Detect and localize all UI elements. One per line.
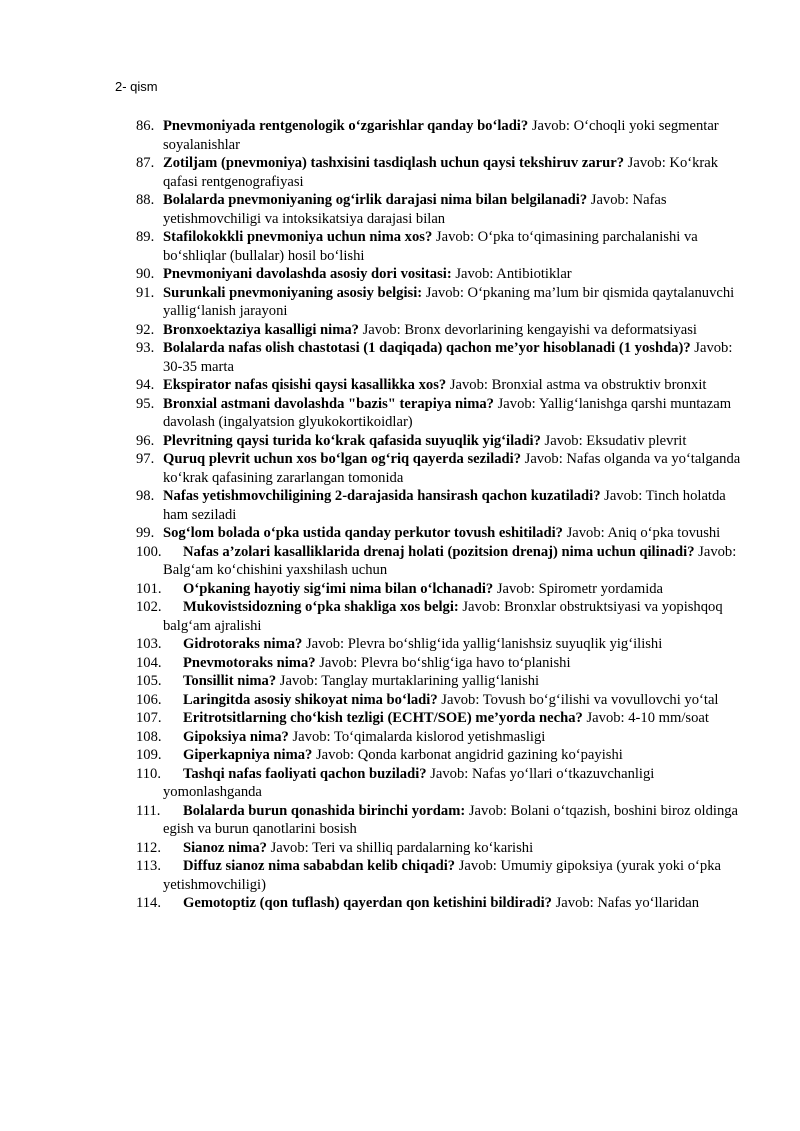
- item-number: 103.: [136, 636, 162, 652]
- item-number: 92.: [136, 321, 155, 338]
- answer-text: Javob: Bronx devorlarining kengayishi va deformatsiyasi: [358, 321, 697, 338]
- answer-text: Javob: O‘pkaning ma’lum bir qismida qaytalanuvchi yallig‘lanish jarayoni: [163, 284, 735, 319]
- answer-text: Javob: Nafas yo‘llari o‘tkazuvchanligi yomonlashganda: [163, 765, 655, 800]
- question-text: Gipoksiya nima?: [183, 728, 289, 745]
- item-number: 109.: [136, 747, 162, 763]
- list-item: [136, 376, 746, 395]
- question-text: Quruq plevrit uchun xos bo‘lgan og‘riq qayerda seziladi?: [163, 451, 521, 467]
- question-text: Tashqi nafas faoliyati qachon buziladi?: [183, 765, 427, 782]
- question-list: [136, 117, 746, 913]
- item-number: 102.: [136, 599, 162, 615]
- list-item: [136, 672, 746, 691]
- question-text: Zotiljam (pnevmoniya) tashxisini tasdiqlash uchun qaysi tekshiruv zarur?: [163, 155, 625, 171]
- list-item: [136, 543, 746, 580]
- list-item: [136, 635, 746, 654]
- answer-text: Javob: Nafas yetishmovchiligi va intoksikatsiya darajasi bilan: [163, 192, 667, 227]
- answer-text: Javob: To‘qimalarda kislorod yetishmasligi: [288, 728, 546, 745]
- answer-text: Javob: Tinch holatda ham seziladi: [163, 488, 726, 523]
- answer-text: Javob: Nafas yo‘llaridan: [551, 895, 700, 911]
- list-item: [136, 580, 746, 599]
- item-number: 105.: [136, 673, 162, 689]
- answer-text: Javob: Antibiotiklar: [451, 266, 572, 282]
- item-number: 93.: [136, 340, 155, 356]
- list-item: [136, 709, 746, 728]
- item-number: 110.: [136, 765, 161, 782]
- item-number: 112.: [136, 839, 161, 856]
- list-item: [136, 598, 746, 635]
- list-item: [136, 154, 746, 191]
- section-label: 2- qism: [115, 79, 158, 94]
- list-item: [136, 691, 746, 710]
- list-item: [136, 117, 746, 154]
- question-text: Pnevmotoraks nima?: [183, 654, 316, 671]
- list-item: [136, 191, 746, 228]
- answer-text: Javob: Yallig‘lanishga qarshi muntazam davolash (ingalyatsion glyukokortikoidlar): [163, 395, 732, 430]
- item-number: 89.: [136, 229, 155, 245]
- item-number: 88.: [136, 192, 155, 208]
- list-item: [136, 654, 746, 673]
- question-text: Bronxoektaziya kasalligi nima?: [163, 321, 359, 338]
- question-text: Laringitda asosiy shikoyat nima bo‘ladi?: [183, 691, 438, 708]
- question-text: Sog‘lom bolada o‘pka ustida qanday perkutor tovush eshitiladi?: [163, 525, 563, 541]
- question-text: Plevritning qaysi turida ko‘krak qafasida suyuqlik yig‘iladi?: [163, 432, 541, 449]
- list-item: [136, 339, 746, 376]
- list-item: [136, 802, 746, 839]
- item-number: 106.: [136, 691, 162, 708]
- question-text: Nafas yetishmovchiligining 2-darajasida hansirash qachon kuzatiladi?: [163, 488, 601, 504]
- answer-text: Javob: 30-35 marta: [163, 340, 733, 375]
- question-text: Diffuz sianoz nima sababdan kelib chiqadi?: [183, 858, 456, 874]
- item-number: 107.: [136, 710, 162, 726]
- list-item: [136, 857, 746, 894]
- list-item: [136, 395, 746, 432]
- question-text: Stafilokokkli pnevmoniya uchun nima xos?: [163, 229, 433, 245]
- answer-text: Javob: O‘choqli yoki segmentar soyalanishlar: [163, 118, 719, 153]
- answer-text: Javob: Aniq o‘pka tovushi: [562, 525, 721, 541]
- item-number: 100.: [136, 543, 162, 560]
- answer-text: Javob: O‘pka to‘qimasining parchalanishi va bo‘shliqlar (bullalar) hosil bo‘lishi: [163, 229, 698, 264]
- answer-text: Javob: Plevra bo‘shlig‘ida yallig‘lanishsiz suyuqlik yig‘ilishi: [302, 636, 663, 652]
- answer-text: Javob: Spirometr yordamida: [493, 580, 664, 597]
- question-text: O‘pkaning hayotiy sig‘imi nima bilan o‘lchanadi?: [183, 580, 494, 597]
- item-number: 90.: [136, 266, 155, 282]
- answer-text: Javob: Umumiy gipoksiya (yurak yoki o‘pka yetishmovchiligi): [163, 858, 721, 893]
- answer-text: Javob: Bronxial astma va obstruktiv bronxit: [446, 377, 707, 393]
- item-number: 101.: [136, 580, 162, 597]
- question-text: Ekspirator nafas qisishi qaysi kasallikka xos?: [163, 377, 447, 393]
- list-item: [136, 321, 746, 340]
- question-text: Surunkali pnevmoniyaning asosiy belgisi:: [163, 284, 423, 301]
- question-text: Sianoz nima?: [183, 839, 267, 856]
- list-item: [136, 839, 746, 858]
- item-number: 87.: [136, 155, 155, 171]
- answer-text: Javob: 4-10 mm/soat: [582, 710, 709, 726]
- list-item: [136, 765, 746, 802]
- item-number: 98.: [136, 488, 155, 504]
- item-number: 94.: [136, 377, 155, 393]
- answer-text: Javob: Eksudativ plevrit: [540, 432, 687, 449]
- answer-text: Javob: Tovush bo‘g‘ilishi va vovullovchi yo‘tal: [437, 691, 719, 708]
- answer-text: Javob: Plevra bo‘shlig‘iga havo to‘planishi: [315, 654, 571, 671]
- answer-text: Javob: Teri va shilliq pardalarning ko‘karishi: [266, 839, 534, 856]
- answer-text: Javob: Ko‘krak qafasi rentgenografiyasi: [163, 155, 719, 190]
- item-number: 104.: [136, 654, 162, 671]
- answer-text: Javob: Tanglay murtaklarining yallig‘lanishi: [276, 673, 540, 689]
- list-item: [136, 450, 746, 487]
- answer-text: Javob: Balg‘am ko‘chishini yaxshilash uchun: [163, 543, 737, 578]
- item-number: 96.: [136, 432, 155, 449]
- item-number: 111.: [136, 802, 161, 819]
- answer-text: Javob: Bolani o‘tqazish, boshini biroz oldinga egish va burun qanotlarini bosish: [163, 802, 739, 837]
- list-item: [136, 228, 746, 265]
- list-item: [136, 746, 746, 765]
- list-item: [136, 487, 746, 524]
- question-text: Bolalarda burun qonashida birinchi yordam:: [183, 802, 466, 819]
- question-text: Pnevmoniyada rentgenologik o‘zgarishlar qanday bo‘ladi?: [163, 118, 529, 134]
- item-number: 97.: [136, 451, 155, 467]
- answer-text: Javob: Qonda karbonat angidrid gazining ko‘payishi: [312, 747, 623, 763]
- list-item: [136, 284, 746, 321]
- item-number: 114.: [136, 895, 161, 911]
- answer-text: Javob: Bronxlar obstruktsiyasi va yopishqoq balg‘am ajralishi: [163, 599, 723, 634]
- question-text: Bronxial astmani davolashda "bazis" terapiya nima?: [163, 395, 494, 412]
- list-item: [136, 432, 746, 451]
- item-number: 91.: [136, 284, 155, 301]
- question-text: Pnevmoniyani davolashda asosiy dori vositasi:: [163, 266, 452, 282]
- question-text: Giperkapniya nima?: [183, 747, 313, 763]
- list-item: [136, 524, 746, 543]
- item-number: 95.: [136, 395, 155, 412]
- list-item: [136, 894, 746, 913]
- question-text: Gidrotoraks nima?: [183, 636, 303, 652]
- item-number: 113.: [136, 858, 161, 874]
- item-number: 86.: [136, 118, 155, 134]
- question-text: Nafas a’zolari kasalliklarida drenaj holati (pozitsion drenaj) nima uchun qilinadi?: [183, 543, 695, 560]
- question-text: Mukovistsidozning o‘pka shakliga xos belgi:: [183, 599, 459, 615]
- item-number: 99.: [136, 525, 155, 541]
- list-item: [136, 265, 746, 284]
- item-number: 108.: [136, 728, 162, 745]
- question-text: Gemotoptiz (qon tuflash) qayerdan qon ketishini bildiradi?: [183, 895, 552, 911]
- question-text: Bolalarda nafas olish chastotasi (1 daqiqada) qachon me’yor hisoblanadi (1 yoshda)?: [163, 340, 691, 356]
- question-text: Bolalarda pnevmoniyaning og‘irlik darajasi nima bilan belgilanadi?: [163, 192, 588, 208]
- question-text: Eritrotsitlarning cho‘kish tezligi (ECHT/SOE) me’yorda necha?: [183, 710, 583, 726]
- question-text: Tonsillit nima?: [183, 673, 277, 689]
- answer-text: Javob: Nafas olganda va yo‘talganda ko‘krak qafasining zararlangan tomonida: [163, 451, 741, 486]
- list-item: [136, 728, 746, 747]
